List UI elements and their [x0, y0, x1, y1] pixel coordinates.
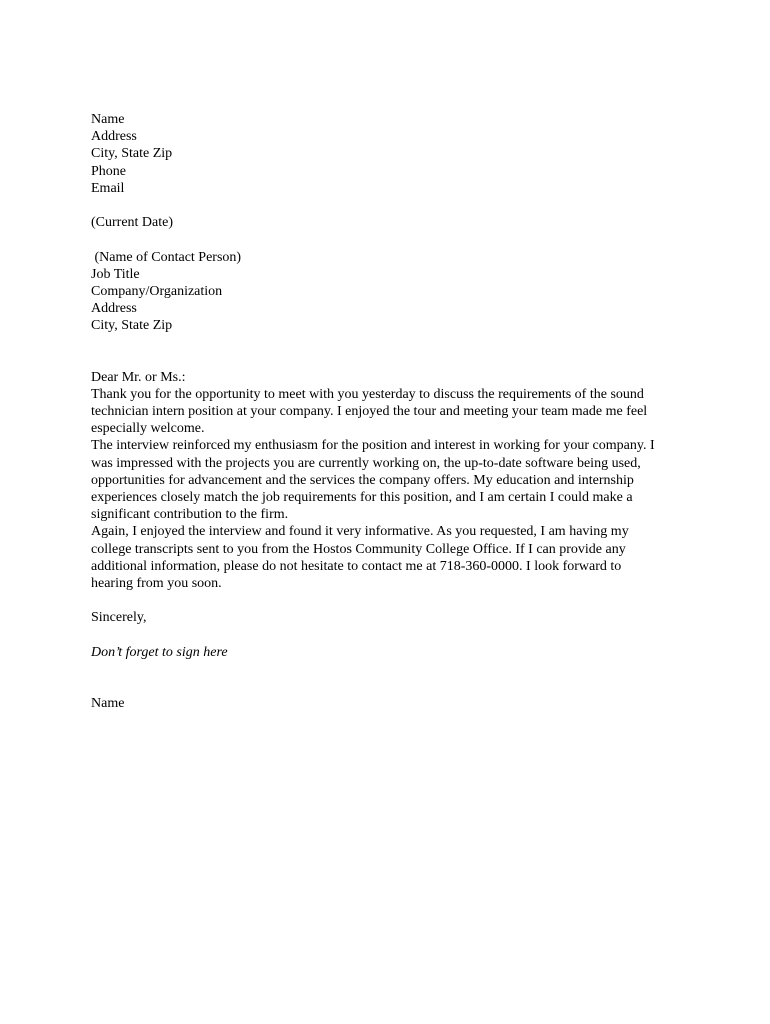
paragraph-line: college transcripts sent to you from the Hostos Community College Office. If I can provide any — [91, 541, 626, 557]
paragraph-line: additional information, please do not hesitate to contact me at 718-360-0000. I look forward to — [91, 558, 622, 574]
sender-name: Name — [91, 112, 125, 127]
signature-note: Don’t forget to sign here — [91, 644, 228, 660]
body-paragraph-1 — [91, 386, 683, 438]
salutation-block — [91, 369, 683, 386]
body-paragraph-3 — [91, 523, 683, 592]
sender-block — [91, 111, 683, 197]
sender-city-state-zip: City, State Zip — [91, 146, 173, 162]
paragraph-line: especially welcome. — [91, 421, 205, 437]
closing: Sincerely, — [91, 610, 147, 626]
sender-email: Email — [91, 180, 125, 196]
body-paragraph-2 — [91, 437, 683, 523]
paragraph-line: significant contribution to the firm. — [91, 507, 289, 523]
signature-name-block — [91, 695, 683, 712]
recipient-city-state-zip: City, State Zip — [91, 318, 173, 334]
paragraph-line: The interview reinforced my enthusiasm for the position and interest in working for your company. I — [91, 438, 655, 454]
recipient-company: Company/Organization — [91, 284, 223, 299]
letter-date: (Current Date) — [91, 215, 174, 231]
salutation: Dear Mr. or Ms.: — [91, 369, 186, 385]
recipient-block — [91, 249, 683, 335]
signature-note-block — [91, 644, 683, 661]
recipient-address: Address — [91, 301, 137, 317]
sender-phone: Phone — [91, 163, 126, 179]
paragraph-line: Again, I enjoyed the interview and found it very informative. As you requested, I am having my — [91, 524, 629, 540]
closing-block — [91, 609, 683, 626]
paragraph-line: opportunities for advancement and the services the company offers. My education and internship — [91, 472, 634, 488]
sender-address: Address — [91, 129, 137, 145]
paragraph-line: Thank you for the opportunity to meet with you yesterday to discuss the requirements of the sound — [91, 386, 644, 402]
paragraph-line: was impressed with the projects you are currently working on, the up-to-date software being used, — [91, 455, 641, 471]
cover-letter — [91, 111, 683, 712]
paragraph-line: technician intern position at your company. I enjoyed the tour and meeting your team made me feel — [91, 404, 648, 420]
recipient-job-title: Job Title — [91, 266, 140, 282]
date-block — [91, 214, 683, 231]
signature-name: Name — [91, 696, 125, 712]
recipient-contact-person: (Name of Contact Person) — [91, 249, 242, 265]
paragraph-line: hearing from you soon. — [91, 576, 222, 592]
paragraph-line: experiences closely match the job requirements for this position, and I am certain I could make a — [91, 490, 633, 506]
